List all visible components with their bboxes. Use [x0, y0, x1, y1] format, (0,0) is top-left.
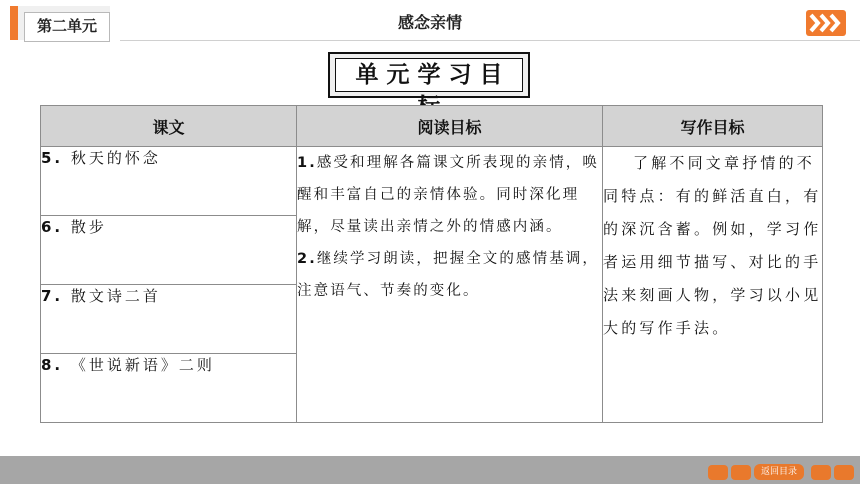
reading-goals-cell [297, 147, 603, 423]
unit-label: 第二单元 [24, 12, 110, 42]
reading-goal-2 [297, 243, 602, 307]
header-lesson: 课文 [41, 106, 297, 147]
writing-goal-text: 了解不同文章抒情的不同特点：有的鲜活直白，有的深沉含蓄。例如，学习作者运用细节描写、对比的手法来刻画人物，学习以小见大的写作手法。 [603, 154, 822, 337]
lesson-title: 散文诗二首 [70, 287, 161, 305]
section-title: 单元学习目 [335, 58, 523, 92]
goals-table [40, 105, 823, 423]
page-title: 感念亲情 [397, 13, 462, 32]
table-row [41, 147, 823, 216]
header-writing: 写作目标 [603, 106, 823, 147]
header-reading: 阅读目标 [297, 106, 603, 147]
previous-page-button[interactable] [731, 465, 751, 480]
header-divider [120, 40, 860, 41]
reading-goal-number: 2. [297, 251, 317, 267]
triple-chevron-right-icon [806, 10, 846, 36]
reading-goal-text: 感受和理解各篇课文所表现的亲情，唤醒和丰富自己的亲情体验。同时深化理解，尽量读出亲情之外的情感内涵。 [297, 155, 600, 235]
lesson-cell [41, 354, 297, 423]
section-title-box [328, 52, 530, 98]
lesson-cell [41, 147, 297, 216]
lesson-title: 散步 [70, 218, 107, 236]
first-page-button[interactable] [708, 465, 728, 480]
table-header-row [41, 106, 823, 147]
lesson-number: 8. [41, 356, 64, 374]
bottom-nav-bar [0, 456, 860, 484]
reading-goal-1 [297, 147, 602, 243]
back-to-contents-button[interactable]: 返回目录 [754, 464, 804, 480]
last-page-button[interactable] [834, 465, 854, 480]
lesson-cell [41, 285, 297, 354]
writing-goals-cell [603, 147, 823, 423]
reading-goal-number: 1. [297, 155, 317, 171]
lesson-number: 7. [41, 287, 64, 305]
reading-goal-text: 继续学习朗读，把握全文的感情基调，注意语气、节奏的变化。 [297, 251, 600, 299]
lesson-number: 5. [41, 149, 64, 167]
next-page-nav-button[interactable] [811, 465, 831, 480]
lesson-number: 6. [41, 218, 64, 236]
lesson-title: 秋天的怀念 [70, 149, 161, 167]
lesson-cell [41, 216, 297, 285]
next-page-button[interactable] [806, 10, 846, 36]
lesson-title: 《世说新语》二则 [70, 356, 215, 374]
